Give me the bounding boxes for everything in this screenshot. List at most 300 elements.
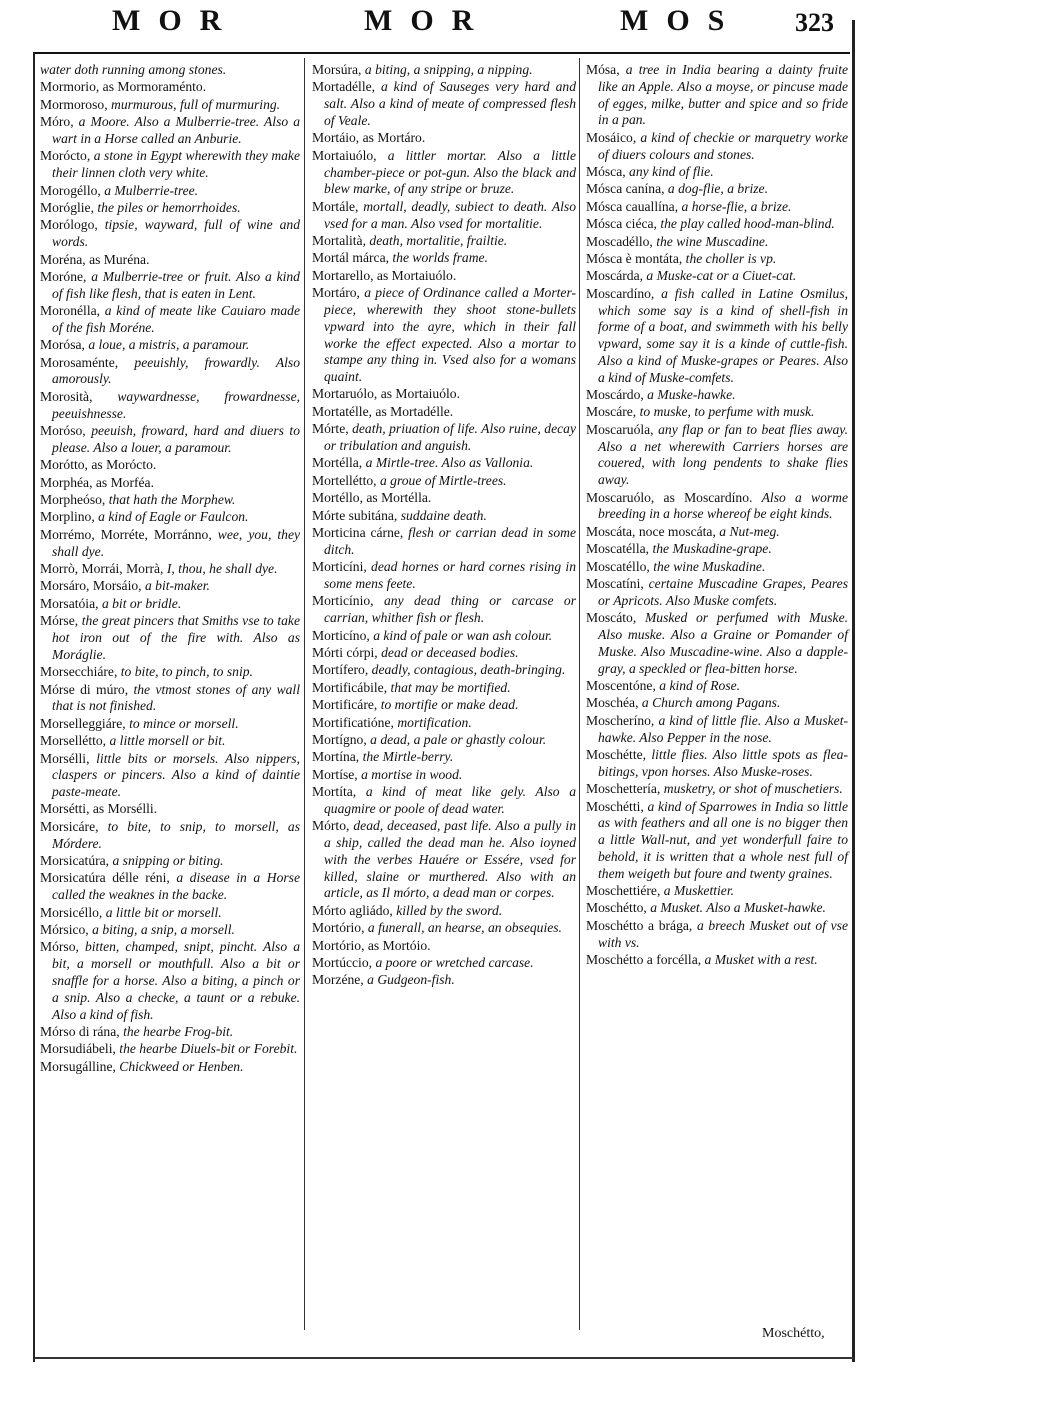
entry-headword: Mósca ciéca,	[586, 216, 657, 232]
entry-headword: Mortarello, as Mortaiuólo.	[312, 267, 457, 283]
entry-headword: Morsatóia,	[40, 595, 99, 611]
entry-headword: Morrò, Morrái, Morrà,	[40, 560, 164, 576]
entry-headword: Mortífero,	[312, 662, 369, 678]
entry-definition: waywardnesse, frowardnesse, peeuishnesse.	[52, 388, 300, 421]
entry-definition: a piece of Ordinance called a Morter-piece, wherewith they shoot stone-bullets vpward into the ayre, which in their fall worke the effect expected. Also a mortar to stampe any thing in. Vsed also for a womans quaint.	[324, 285, 576, 385]
dictionary-entry	[586, 559, 848, 576]
entry-headword: Morosaménte,	[40, 354, 119, 370]
entry-headword: Mortório,	[312, 920, 365, 936]
entry-definition: a kind of meate like Cauiaro made of the fish Moréne.	[52, 303, 300, 335]
entry-headword: Mórsico,	[40, 922, 89, 938]
entry-definition: I, thou, he shall dye.	[166, 560, 278, 576]
entry-definition: mortification.	[397, 714, 472, 730]
entry-definition: a dog-flie, a brize.	[667, 181, 768, 197]
entry-definition: dead or deceased bodies.	[381, 644, 519, 660]
dictionary-entry	[312, 593, 576, 627]
entry-headword: Mosáico,	[586, 129, 637, 145]
entry-definition: the worlds frame.	[392, 250, 488, 266]
dictionary-entry	[586, 695, 848, 712]
entry-definition: to bite, to pinch, to snip.	[120, 664, 253, 680]
entry-definition: Also a worme breeding in a horse whereof be eight kinds.	[598, 489, 849, 522]
entry-definition: tipsie, wayward, full of wine and words.	[52, 217, 300, 250]
entry-headword: Moscáto,	[586, 610, 637, 626]
entry-definition: that may be mortified.	[390, 679, 511, 695]
dictionary-entry	[312, 732, 576, 749]
entry-headword: Mortáio, as Mortáro.	[312, 130, 426, 146]
entry-definition: a kind of Eagle or Faulcon.	[98, 509, 249, 525]
dictionary-entry	[40, 62, 300, 79]
entry-headword: Mórse,	[40, 613, 79, 629]
entry-headword: Morsúra,	[312, 62, 362, 77]
dictionary-entry	[586, 387, 848, 404]
entry-definition: death, priuation of life. Also ruine, decay or tribulation and anguish.	[324, 421, 576, 454]
dictionary-entry	[312, 784, 576, 818]
dictionary-entry	[40, 492, 300, 509]
dictionary-entry	[586, 541, 848, 558]
entry-headword: Morsellétto,	[40, 733, 107, 749]
entry-headword: Morticina cárne,	[312, 525, 404, 541]
column-divider	[304, 58, 305, 1330]
dictionary-entry	[586, 747, 848, 781]
entry-headword: Mortaruólo, as Mortaiuólo.	[312, 386, 460, 402]
entry-definition: a little morsell or bit.	[109, 733, 226, 749]
entry-definition: bitten, champed, snipt, pincht. Also a bit, a morsell or mouthfull. Also a bit or snaffle for a horse. Also a biting, a pinch or a snip. Also a checke, a taunt or a rebuke. Also a kind of fish.	[52, 939, 300, 1022]
dictionary-entry	[40, 457, 300, 474]
entry-headword: Morpheóso,	[40, 492, 106, 508]
entry-definition: the hearbe Frog-bit.	[123, 1024, 234, 1039]
dictionary-entry	[586, 268, 848, 285]
dictionary-entry	[40, 97, 300, 114]
bottom-rule	[34, 1357, 854, 1359]
dictionary-entry	[586, 422, 848, 489]
entry-headword: Morsétti, as Morsélli.	[40, 801, 158, 817]
entry-headword: Morticíni,	[312, 559, 367, 575]
entry-headword: Moscaruóla,	[586, 421, 654, 437]
dictionary-entry	[312, 285, 576, 386]
entry-headword: Moschétto,	[586, 900, 647, 916]
dictionary-entry	[586, 199, 848, 216]
entry-headword: Mortúccio,	[312, 955, 373, 971]
dictionary-entry	[312, 404, 576, 421]
dictionary-entry	[40, 922, 300, 939]
entry-headword: Moróglie,	[40, 199, 94, 215]
entry-headword: Morrémo, Morréte, Morránno,	[40, 526, 212, 542]
entry-headword: Mósca,	[586, 163, 626, 179]
dictionary-entry	[312, 525, 576, 559]
dictionary-entry	[40, 801, 300, 818]
entry-headword: Moscáta, noce moscáta,	[586, 523, 716, 539]
entry-definition: a loue, a mistris, a paramour.	[88, 337, 250, 353]
entry-definition: a Church among Pagans.	[641, 695, 781, 711]
dictionary-entry	[312, 680, 576, 697]
entry-headword: Moscheríno,	[586, 712, 655, 728]
entry-definition: a Gudgeon-fish.	[367, 972, 455, 988]
entry-definition: death, mortalitie, frailtie.	[369, 232, 508, 248]
entry-definition: a stone in Egypt wherewith they make their linnen cloth very white.	[52, 148, 300, 181]
entry-definition: a kind of checkie or marquetry worke of diuers colours and stones.	[598, 129, 848, 162]
entry-headword: Mósa,	[586, 62, 620, 77]
entry-headword: Mortadélle,	[312, 79, 376, 95]
entry-definition: a tree in India bearing a dainty fruite like an Apple. Also a moyse, or pincuse made of egges, milke, butter and spice and so fride in a pan.	[598, 62, 848, 128]
entry-headword: Mósca canína,	[586, 181, 665, 197]
entry-definition: the great pincers that Smiths vse to take hot iron out of the fire with. Also as Moráglie.	[52, 613, 300, 662]
entry-headword: Moscaruólo, as Moscardíno.	[586, 489, 753, 505]
entry-definition: a dead, a pale or ghastly colour.	[370, 731, 547, 747]
entry-headword: Mórse di múro,	[40, 681, 129, 697]
entry-headword: Moscentóne,	[586, 677, 656, 693]
entry-definition: a mortise in wood.	[361, 766, 463, 782]
dictionary-entry	[40, 509, 300, 526]
entry-headword: Moschettería,	[586, 781, 661, 797]
entry-headword: Mórto,	[312, 818, 350, 834]
dictionary-entry	[312, 421, 576, 455]
entry-definition: peeuishly, frowardly. Also amorously.	[52, 354, 301, 387]
dictionary-entry	[586, 490, 848, 524]
dictionary-entry	[40, 596, 300, 613]
entry-definition: the hearbe Diuels-bit or Forebit.	[119, 1041, 298, 1057]
entry-headword: Morócto,	[40, 148, 91, 164]
dictionary-entry	[40, 905, 300, 922]
dictionary-entry	[40, 252, 300, 269]
dictionary-entry	[40, 303, 300, 337]
dictionary-entry	[312, 767, 576, 784]
dictionary-entry	[40, 423, 300, 457]
entry-definition: little flies. Also little spots as flea-bitings, vpon horses. Also Muske-roses.	[598, 746, 848, 779]
entry-definition: the Mirtle-berry.	[362, 749, 454, 765]
dictionary-entry	[312, 148, 576, 198]
right-frame-rule	[852, 20, 855, 1362]
dictionary-entry	[586, 678, 848, 695]
dictionary-entry	[312, 972, 576, 989]
entry-definition: mortall, deadly, subiect to death. Also vsed for a man. Also vsed for mortalitie.	[324, 198, 576, 231]
dictionary-entry	[40, 664, 300, 681]
dictionary-entry	[40, 148, 300, 182]
dictionary-entry	[312, 79, 576, 129]
entry-definition: dead, deceased, past life. Also a pully in a ship, called the dead man he. Also ioyned with the verbes Hauére or Essére, vsed for killed, slaine or murthered. Also with an article, as Il mórto, a dead man or corpes.	[324, 818, 576, 901]
entry-definition: murmurous, full of murmuring.	[111, 96, 281, 112]
entry-headword: Moronélla,	[40, 303, 101, 319]
entry-headword: Morsicéllo,	[40, 904, 103, 920]
dictionary-entry	[586, 883, 848, 900]
dictionary-entry	[40, 389, 300, 423]
entry-headword: Moschéa,	[586, 695, 639, 711]
entry-definition: a Muske-cat or a Ciuet-cat.	[646, 268, 797, 284]
entry-definition: a kind of Sparrowes in India so little as with feathers and all one is no bigger then a little Wall-nut, and yet wonderfull faire to behold, it is written that a whole nest full of them weigeth but foure and twenty graines.	[598, 798, 848, 881]
entry-definition: killed by the sword.	[396, 902, 503, 918]
column-divider	[579, 58, 580, 1330]
entry-definition: that hath the Morphew.	[108, 492, 236, 508]
entry-headword: Morsicatúra,	[40, 853, 110, 869]
dictionary-entry	[586, 404, 848, 421]
entry-definition: a bit-maker.	[144, 578, 210, 594]
entry-definition: to mortifie or make dead.	[380, 697, 519, 713]
entry-definition: a biting, a snip, a morsell.	[92, 922, 235, 938]
entry-headword: Mórto agliádo,	[312, 902, 393, 918]
entry-headword: Morótto, as Morócto.	[40, 457, 157, 473]
entry-headword: Moschétti,	[586, 798, 644, 814]
dictionary-entry	[40, 819, 300, 853]
entry-definition: the play called hood-man-blind.	[660, 216, 835, 232]
dictionary-entry	[40, 79, 300, 96]
dictionary-entry	[586, 918, 848, 952]
entry-definition: a kind of pale or wan ash colour.	[373, 627, 553, 643]
entry-definition: to mince or morsell.	[129, 715, 239, 731]
entry-headword: Mórso di rána,	[40, 1024, 120, 1039]
entry-headword: Morplino,	[40, 509, 95, 525]
dictionary-entry	[312, 473, 576, 490]
dictionary-entry	[40, 337, 300, 354]
dictionary-entry	[586, 952, 848, 969]
entry-definition: the Muskadine-grape.	[652, 541, 772, 557]
entry-definition: a Nut-meg.	[719, 523, 780, 539]
entry-definition: to bite, to snip, to morsell, as Mórdere.	[52, 818, 300, 851]
entry-definition: a kind of meat like gely. Also a quagmire or poole of dead water.	[324, 784, 576, 816]
entry-headword: Moscárdo,	[586, 387, 644, 403]
entry-definition: flesh or carrian dead in some ditch.	[324, 525, 576, 557]
dictionary-entry	[40, 269, 300, 303]
dictionary-entry	[586, 576, 848, 610]
catchword: Moschétto,	[762, 1326, 825, 1341]
entry-headword: Mortíta,	[312, 784, 357, 800]
dictionary-entry	[586, 610, 848, 677]
dictionary-entry	[586, 234, 848, 251]
dictionary-entry	[586, 62, 848, 129]
dictionary-entry	[586, 251, 848, 268]
dictionary-entry	[586, 781, 848, 798]
entry-definition: a funerall, an hearse, an obsequies.	[367, 920, 562, 936]
dictionary-entry	[586, 900, 848, 917]
dictionary-entry	[40, 682, 300, 716]
dictionary-entry	[312, 250, 576, 267]
entry-definition: a groue of Mirtle-trees.	[379, 472, 507, 488]
dictionary-entry	[312, 199, 576, 233]
entry-definition: the choller is vp.	[685, 250, 777, 266]
entry-headword: Morphéa, as Morféa.	[40, 474, 154, 490]
entry-definition: a horse-flie, a brize.	[681, 198, 792, 214]
entry-headword: Mortína,	[312, 749, 360, 765]
dictionary-entry	[312, 818, 576, 902]
entry-headword: Mortélla,	[312, 455, 363, 471]
entry-headword: Morticíno,	[312, 627, 370, 643]
dictionary-entry	[312, 662, 576, 679]
entry-headword: Mortáro,	[312, 285, 360, 301]
entry-headword: Mósca è montáta,	[586, 250, 683, 266]
left-frame-rule	[33, 52, 35, 1362]
entry-headword: Mortatélle, as Mortadélle.	[312, 403, 454, 419]
dictionary-entry	[40, 939, 300, 1023]
entry-headword: Mortaiuólo,	[312, 147, 377, 163]
entry-headword: Moschétto a forcélla,	[586, 952, 702, 968]
entry-headword: Morselleggiáre,	[40, 715, 126, 731]
entry-headword: Mortificatióne,	[312, 714, 394, 730]
dictionary-entry	[40, 527, 300, 561]
dictionary-entry	[586, 524, 848, 541]
dictionary-entry	[312, 628, 576, 645]
entry-definition: a Moore. Also a Mulberrie-tree. Also a wart in a Horse called an Anburie.	[52, 114, 301, 146]
dictionary-entry	[40, 613, 300, 663]
entry-headword: Moscárda,	[586, 268, 643, 284]
entry-headword: Mósca cauallína,	[586, 198, 679, 214]
entry-definition: a Musket with a rest.	[704, 952, 818, 968]
entry-headword: Moschétto a brága,	[586, 917, 693, 933]
entry-definition: any flap or fan to beat flies away. Also a net wherewith Carriers horses are couered, with long pendents to shake flies away.	[598, 421, 848, 488]
entry-headword: Mortígno,	[312, 731, 367, 747]
entry-definition: to muske, to perfume with musk.	[639, 404, 815, 420]
page-number: 323	[795, 8, 834, 37]
entry-headword: Moróso,	[40, 423, 86, 439]
entry-definition: wee, you, they shall dye.	[52, 526, 301, 559]
entry-headword: Mortíse,	[312, 766, 358, 782]
dictionary-entry	[312, 130, 576, 147]
entry-headword: Moscatélla,	[586, 541, 650, 557]
dictionary-entry	[40, 183, 300, 200]
entry-headword: Morsicatúra délle réni,	[40, 870, 170, 886]
entry-definition: a littler mortar. Also a little chamber-piece or pot-gun. Also the black and blew marke, of any stripe or bruze.	[324, 147, 576, 197]
entry-definition: a Mulberrie-tree.	[104, 182, 199, 198]
dictionary-entry	[312, 233, 576, 250]
dictionary-entry	[586, 713, 848, 747]
entry-headword: Moróne,	[40, 268, 87, 284]
running-head-middle: MOR	[364, 4, 492, 37]
dictionary-entry	[40, 578, 300, 595]
entry-definition: a Mulberrie-tree or fruit. Also a kind of fish like flesh, that is eaten in Lent.	[52, 268, 300, 301]
entry-definition: little bits or morsels. Also nippers, claspers or pincers. Also a kind of daintie paste-meate.	[52, 750, 300, 800]
dictionary-entry	[40, 475, 300, 492]
dictionary-entry	[40, 733, 300, 750]
dictionary-entry	[586, 181, 848, 198]
entry-headword: Moschétte,	[586, 746, 647, 762]
entry-definition: a fish called in Latine Osmilus, which some say is a kind of shell-fish in forme of a boat, and swimmeth with his belly vpward, some say it is a kinde of cuttle-fish. Also a kind of Muske-grapes or Peares. Also a kind of Muske-comfets.	[598, 285, 849, 385]
entry-headword: Mórti córpi,	[312, 644, 378, 660]
dictionary-entry	[312, 749, 576, 766]
entry-definition: Chickweed or Henben.	[119, 1058, 244, 1074]
entry-headword: Mortellétto,	[312, 472, 377, 488]
entry-definition: a bit or bridle.	[101, 595, 182, 611]
dictionary-entry	[312, 386, 576, 403]
entry-headword: Moscardíno,	[586, 285, 655, 301]
entry-definition: a disease in a Horse called the weaknes in the backe.	[52, 870, 300, 903]
entry-headword: Morticínio,	[312, 593, 374, 609]
entry-headword: Moscatíni,	[586, 576, 644, 591]
dictionary-entry	[40, 1041, 300, 1058]
entry-headword: Morogéllo,	[40, 182, 101, 198]
entry-headword: Morsugálline,	[40, 1058, 116, 1074]
entry-headword: Morsélli,	[40, 750, 90, 766]
dictionary-entry	[40, 870, 300, 904]
dictionary-entry	[586, 216, 848, 233]
entry-headword: Moscatéllo,	[586, 558, 650, 574]
entry-headword: Mortório, as Mortóio.	[312, 937, 431, 953]
running-head-left: MOR	[112, 4, 240, 37]
entry-headword: Moschettiére,	[586, 883, 661, 899]
entry-definition: a Muskettier.	[663, 883, 734, 899]
entry-definition: a little bit or morsell.	[105, 904, 222, 920]
entry-definition: water doth running among stones.	[40, 62, 227, 77]
entry-headword: Moscáre,	[586, 404, 637, 420]
dictionary-entry	[40, 1024, 300, 1041]
dictionary-entry	[312, 490, 576, 507]
entry-headword: Morsáro, Morsáio,	[40, 578, 142, 594]
entry-definition: a Musket. Also a Musket-hawke.	[650, 900, 826, 916]
entry-definition: a kind of Sauseges very hard and salt. Also a kind of meate of compressed flesh of Veale.	[324, 79, 576, 128]
dictionary-entry	[40, 114, 300, 148]
dictionary-entry	[312, 508, 576, 525]
dictionary-entry	[312, 920, 576, 937]
entry-definition: a breech Musket out of vse with vs.	[598, 917, 848, 950]
entry-headword: Mormorio, as Mormoraménto.	[40, 79, 207, 95]
entry-headword: Mortále,	[312, 198, 359, 214]
dictionary-entry	[312, 62, 576, 79]
entry-headword: Mórte subitána,	[312, 507, 398, 523]
entry-headword: Mortál márca,	[312, 250, 389, 266]
entry-definition: the wine Muskadine.	[653, 558, 766, 574]
entry-definition: a Mirtle-tree. Also as Vallonia.	[365, 455, 534, 471]
entry-definition: the vtmost stones of any wall that is not finished.	[52, 681, 300, 714]
entry-headword: Morzéne,	[312, 972, 364, 988]
column-right	[586, 62, 848, 969]
entry-headword: Morosità,	[40, 388, 93, 404]
dictionary-entry	[312, 938, 576, 955]
top-rule	[34, 52, 850, 54]
dictionary-entry	[312, 645, 576, 662]
dictionary-entry	[586, 130, 848, 164]
dictionary-entry	[40, 561, 300, 578]
dictionary-entry	[312, 903, 576, 920]
dictionary-entry	[40, 751, 300, 801]
entry-definition: dead hornes or hard cornes rising in some mens feete.	[324, 559, 577, 591]
entry-definition: peeuish, froward, hard and diuers to please. Also a louer, a paramour.	[52, 423, 300, 455]
dictionary-entry	[312, 455, 576, 472]
dictionary-entry	[586, 164, 848, 181]
dictionary-entry	[40, 200, 300, 217]
entry-headword: Morósa,	[40, 337, 85, 353]
entry-definition: suddaine death.	[400, 507, 487, 523]
column-middle	[312, 62, 576, 990]
dictionary-entry	[312, 697, 576, 714]
dictionary-entry	[40, 217, 300, 251]
entry-headword: Moréna, as Muréna.	[40, 251, 150, 267]
entry-definition: a snipping or biting.	[112, 853, 224, 869]
entry-headword: Mormoroso,	[40, 96, 108, 112]
entry-definition: deadly, contagious, death-bringing.	[371, 662, 566, 678]
entry-headword: Mórte,	[312, 421, 349, 437]
entry-definition: certaine Muscadine Grapes, Peares or Apricots. Also Muske comfets.	[598, 576, 848, 608]
dictionary-entry	[586, 799, 848, 883]
dictionary-entry	[40, 355, 300, 389]
entry-definition: any kind of flie.	[629, 163, 714, 179]
entry-headword: Morólogo,	[40, 217, 98, 233]
dictionary-entry	[40, 1059, 300, 1076]
entry-headword: Mortificáre,	[312, 697, 378, 713]
entry-headword: Mortificábile,	[312, 679, 388, 695]
entry-definition: Musked or perfumed with Muske. Also muske. Also a Graine or Pomander of Muske. Also Muscadine-wine. Also a dapple-gray, a speckled or flea-bitten horse.	[598, 610, 849, 676]
entry-headword: Mórso,	[40, 939, 79, 955]
dictionary-entry	[586, 286, 848, 387]
column-left	[40, 62, 300, 1076]
entry-headword: Morsecchiáre,	[40, 664, 118, 680]
entry-definition: musketry, or shot of muschetiers.	[663, 781, 843, 797]
entry-definition: a kind of Rose.	[659, 677, 741, 693]
entry-definition: a biting, a snipping, a nipping.	[364, 62, 533, 77]
entry-definition: the piles or hemorrhoides.	[97, 199, 241, 215]
dictionary-entry	[40, 853, 300, 870]
entry-definition: the wine Muscadine.	[656, 233, 769, 249]
dictionary-entry	[312, 955, 576, 972]
entry-headword: Morsudiábeli,	[40, 1041, 116, 1057]
entry-headword: Mortéllo, as Mortélla.	[312, 490, 432, 506]
dictionary-entry	[312, 268, 576, 285]
entry-definition: a Muske-hawke.	[647, 387, 736, 403]
